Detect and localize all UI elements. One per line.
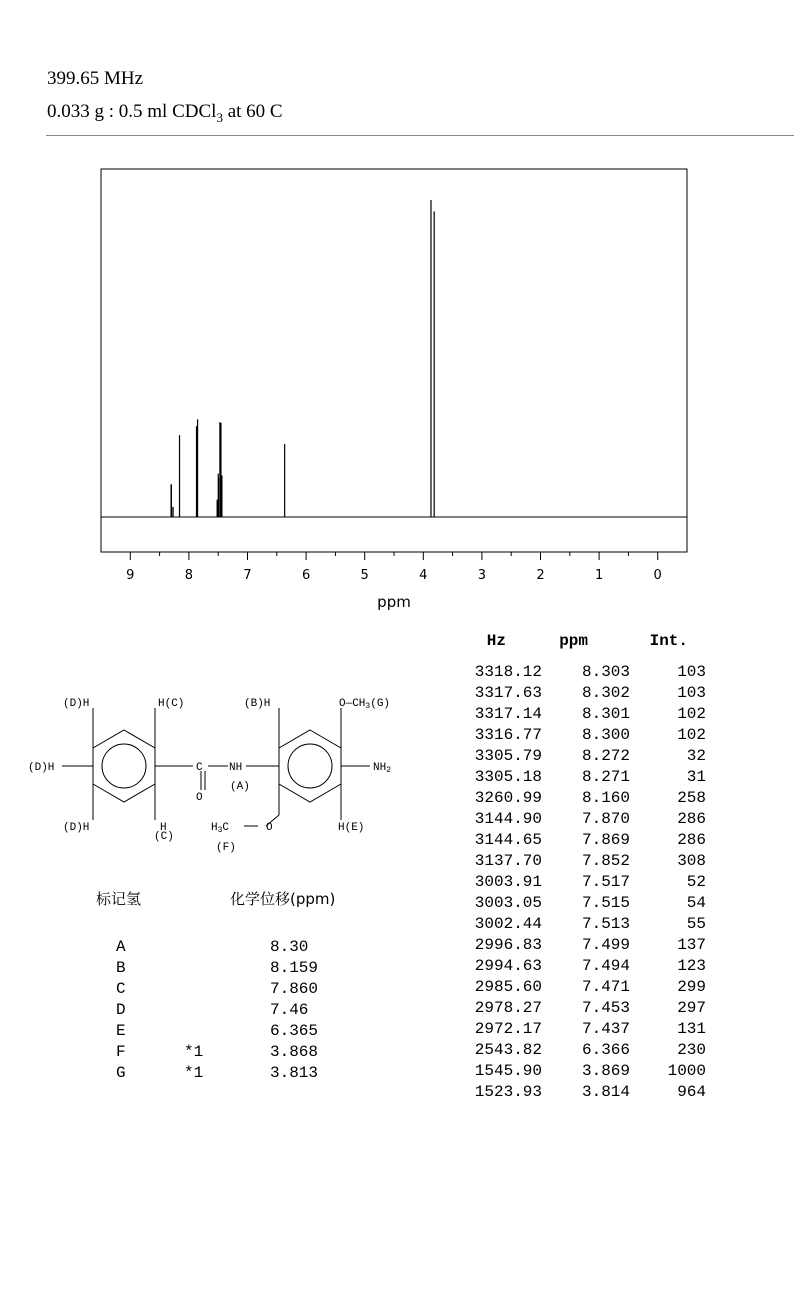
assignment-label: C (116, 980, 126, 998)
peak-int: 54 (686, 894, 706, 912)
label-carbonyl-o: O (196, 792, 203, 804)
table-row (458, 725, 706, 746)
peak-hz: 3144.65 (474, 831, 542, 849)
peak-int: 286 (677, 831, 706, 849)
peak-hz: 2972.17 (474, 1020, 542, 1038)
label-nh: NH (229, 762, 243, 774)
assignment-label: F (116, 1043, 126, 1061)
peak-int: 297 (677, 999, 706, 1017)
spectrum-trace (101, 200, 687, 517)
peak-hz: 3316.77 (474, 726, 542, 744)
table-row (458, 1082, 706, 1103)
peak-hz: 3137.70 (474, 852, 542, 870)
label-carbonyl-c: C (196, 762, 203, 774)
peak-hz: 3305.18 (474, 768, 542, 786)
peak-table-header-ppm: ppm (559, 632, 588, 650)
peak-hz: 2985.60 (474, 978, 542, 996)
peak-ppm: 7.852 (581, 852, 630, 870)
peak-hz: 2978.27 (474, 999, 542, 1017)
peak-ppm: 7.453 (581, 999, 630, 1017)
table-row (458, 935, 706, 956)
peak-int: 131 (677, 1020, 706, 1038)
left-benzene-ring (93, 730, 155, 802)
label-nh2: NH2 (373, 762, 392, 775)
table-row (458, 998, 706, 1019)
assignment-label: B (116, 959, 126, 977)
peak-int: 299 (677, 978, 706, 996)
table-row (458, 956, 706, 977)
x-axis-label: ppm (377, 593, 411, 611)
assignment-note: *1 (184, 1043, 204, 1061)
peak-ppm: 7.515 (581, 894, 630, 912)
label-d-left: (D)H (28, 762, 55, 774)
assignment-shift: 3.868 (270, 1043, 319, 1061)
table-row (458, 977, 706, 998)
peak-int: 123 (677, 957, 706, 975)
peak-int: 1000 (667, 1062, 706, 1080)
peak-ppm: 6.366 (581, 1041, 630, 1059)
peak-int: 137 (677, 936, 706, 954)
peak-int: 103 (677, 663, 706, 681)
peak-ppm: 7.517 (581, 873, 630, 891)
peak-hz: 3003.91 (474, 873, 542, 891)
peak-int: 32 (686, 747, 706, 765)
peak-int: 103 (677, 684, 706, 702)
peak-table-header-hz: Hz (486, 632, 506, 650)
x-tick-label: 0 (653, 568, 662, 583)
table-row (458, 809, 706, 830)
assignment-label: A (116, 938, 126, 956)
table-row (458, 683, 706, 704)
peak-hz: 3305.79 (474, 747, 542, 765)
peak-hz: 3260.99 (474, 789, 542, 807)
peak-ppm: 8.303 (581, 663, 630, 681)
peak-ppm: 7.494 (581, 957, 630, 975)
label-h3c: H3C (211, 822, 230, 835)
table-row (458, 872, 706, 893)
assignment-label: G (116, 1064, 126, 1082)
peak-ppm: 8.271 (581, 768, 630, 786)
plot-frame (101, 169, 687, 552)
peak-ppm: 8.302 (581, 684, 630, 702)
label-c-bottom-h: H (160, 822, 167, 834)
peak-ppm: 7.471 (581, 978, 630, 996)
assignment-label: D (116, 1001, 126, 1019)
peak-hz: 2543.82 (474, 1041, 542, 1059)
label-f-tag: (F) (216, 842, 236, 854)
left-ring-circle (102, 744, 146, 788)
peak-ppm: 7.513 (581, 915, 630, 933)
peak-ppm: 3.814 (581, 1083, 630, 1101)
label-d-top: (D)H (63, 698, 90, 710)
table-row (458, 1019, 706, 1040)
x-tick-label: 3 (477, 568, 487, 583)
assignment-shift: 7.46 (270, 1001, 309, 1019)
label-och3-top: O—CH3(G) (339, 698, 391, 711)
peak-int: 286 (677, 810, 706, 828)
peak-ppm: 3.869 (581, 1062, 630, 1080)
label-d-bottom: (D)H (63, 822, 90, 834)
table-row (458, 1040, 706, 1061)
x-tick-label: 1 (594, 568, 604, 583)
peak-table (458, 632, 706, 1103)
right-ring-circle (288, 744, 332, 788)
x-tick-label: 9 (126, 568, 135, 583)
x-tick-label: 5 (360, 568, 369, 583)
peak-ppm: 7.869 (581, 831, 630, 849)
label-c-top: H(C) (158, 698, 185, 710)
table-row (458, 746, 706, 767)
assignment-shift: 3.813 (270, 1064, 319, 1082)
peak-hz: 2994.63 (474, 957, 542, 975)
x-tick-label: 2 (536, 568, 545, 583)
label-e-h: H(E) (338, 822, 365, 834)
table-row (458, 788, 706, 809)
assignment-shift: 8.159 (270, 959, 319, 977)
peak-hz: 3003.05 (474, 894, 542, 912)
peak-int: 52 (686, 873, 706, 891)
peak-int: 31 (686, 768, 706, 786)
peak-int: 102 (677, 726, 706, 744)
x-tick-label: 8 (184, 568, 194, 583)
peak-ppm: 7.499 (581, 936, 630, 954)
peak-hz: 3317.14 (474, 705, 542, 723)
peak-hz: 1545.90 (474, 1062, 542, 1080)
spectrometer-frequency: 399.65 MHz (47, 68, 144, 89)
peak-ppm: 8.301 (581, 705, 630, 723)
assignment-note: *1 (184, 1064, 204, 1082)
peak-int: 964 (677, 1083, 706, 1101)
nmr-spectrum-chart (0, 0, 794, 620)
table-row (458, 662, 706, 683)
peak-ppm: 8.160 (581, 789, 630, 807)
x-axis-ticks (126, 552, 662, 583)
peak-int: 230 (677, 1041, 706, 1059)
x-tick-label: 6 (301, 568, 311, 583)
label-o-bottom: O (266, 822, 273, 834)
table-row (458, 893, 706, 914)
peak-hz: 2996.83 (474, 936, 542, 954)
table-row (458, 767, 706, 788)
peak-int: 102 (677, 705, 706, 723)
peak-int: 258 (677, 789, 706, 807)
right-benzene-ring (279, 730, 341, 802)
assignment-header-label: 标记氢 (96, 890, 142, 908)
assignment-shift: 7.860 (270, 980, 319, 998)
peak-int: 55 (686, 915, 706, 933)
peak-hz: 3002.44 (474, 915, 542, 933)
peak-int: 308 (677, 852, 706, 870)
peak-ppm: 7.437 (581, 1020, 630, 1038)
assignment-shift: 8.30 (270, 938, 309, 956)
sample-conditions: 0.033 g : 0.5 ml CDCl$_3$ at 60 C (47, 101, 283, 125)
table-row (458, 1061, 706, 1082)
peak-ppm: 8.300 (581, 726, 630, 744)
peak-ppm: 7.870 (581, 810, 630, 828)
x-tick-label: 7 (243, 568, 252, 583)
x-tick-label: 4 (419, 568, 428, 583)
label-b-top: (B)H (244, 698, 271, 710)
peak-hz: 3317.63 (474, 684, 542, 702)
peak-hz: 3144.90 (474, 810, 542, 828)
table-row (458, 851, 706, 872)
label-c-bottom-tag: (C) (154, 831, 174, 843)
assignment-header-shift: 化学位移(ppm) (230, 890, 336, 908)
label-nh-tag: (A) (230, 781, 250, 793)
peak-hz: 1523.93 (474, 1083, 542, 1101)
peak-hz: 3318.12 (474, 663, 542, 681)
table-row (458, 914, 706, 935)
peak-ppm: 8.272 (581, 747, 630, 765)
table-row (458, 830, 706, 851)
table-row (458, 704, 706, 725)
assignment-label: E (116, 1022, 126, 1040)
assignment-shift: 6.365 (270, 1022, 319, 1040)
peak-table-header-int: Int. (649, 632, 688, 650)
